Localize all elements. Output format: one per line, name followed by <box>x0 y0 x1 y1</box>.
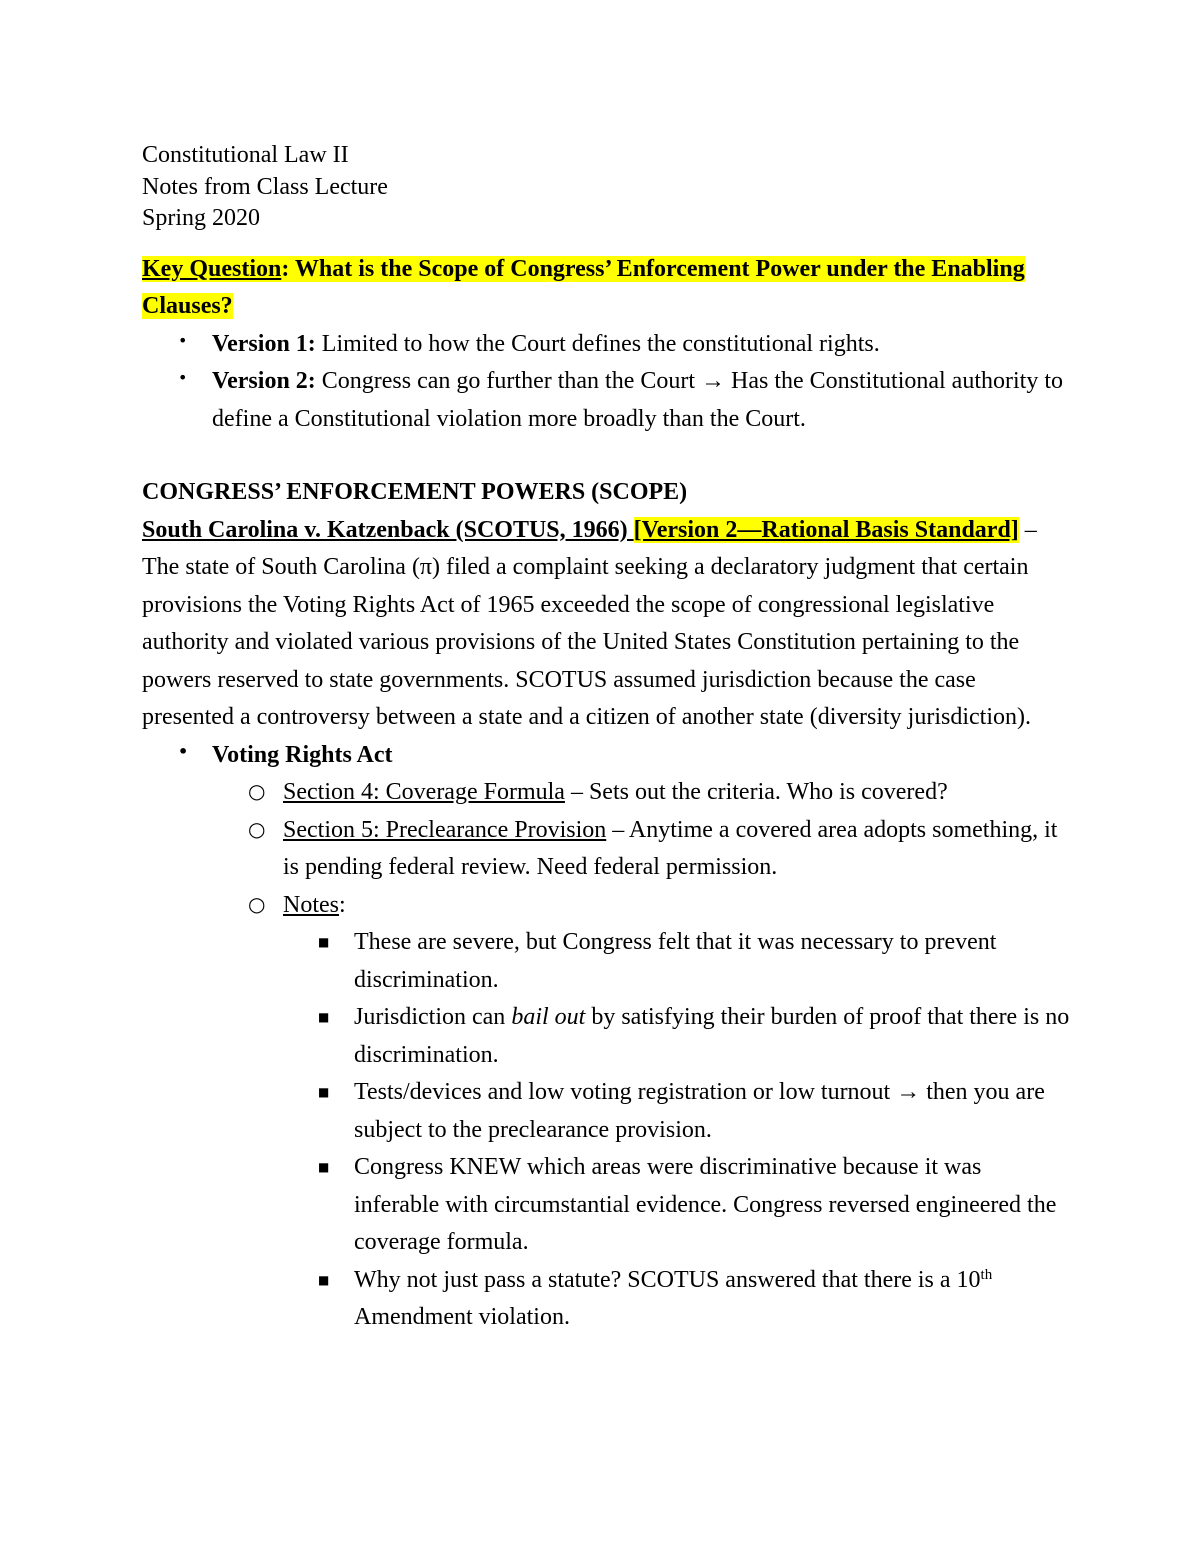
case-tag: [Version 2—Rational Basis Standard] <box>633 516 1019 543</box>
list-item: ■ Why not just pass a statute? SCOTUS answered that there is a 10th Amendment violation. <box>142 1262 1072 1337</box>
list-item: ■ These are severe, but Congress felt that it was necessary to prevent discrimination. <box>142 924 1072 999</box>
list-item: • Version 1: Limited to how the Court defines the constitutional rights. <box>142 326 1072 364</box>
square-bullet-icon: ■ <box>318 1272 330 1287</box>
list-item: ○ Section 4: Coverage Formula – Sets out the criteria. Who is covered? <box>142 774 1072 812</box>
square-bullet-icon: ■ <box>318 935 330 949</box>
term-label: Spring 2020 <box>142 205 261 231</box>
list-item: ○ Notes: <box>142 887 1072 925</box>
bullet-icon: • <box>178 741 189 761</box>
vra-list <box>142 737 1072 1337</box>
circle-bullet-icon: ○ <box>248 779 266 803</box>
bullet-icon: • <box>178 330 188 350</box>
case-summary: – The state of South Carolina (π) filed a complaint seeking a declaratory judgment that certain provisions the Voting Rights Act of 1965 exceeded the scope of congressional legislative authority and violated various provisions of the United States Constitution pertaining to the powers reserved to state governments. SCOTUS assumed jurisdiction because the case presented a controversy between a state and a citizen of another state (diversity jurisdiction). <box>142 516 1037 730</box>
list-item: ■ Tests/devices and low voting registration or low turnout → then you are subject to the preclearance provision. <box>142 1074 1072 1149</box>
course-title: Constitutional Law II <box>142 142 349 168</box>
key-question: Key Question: What is the Scope of Congress’ Enforcement Power under the Enabling Clauses? <box>142 255 1025 319</box>
list-item: ○ Section 5: Preclearance Provision – Anytime a covered area adopts something, it is pending federal review. Need federal permission. <box>142 812 1072 887</box>
list-item: ■ Jurisdiction can bail out by satisfying their burden of proof that there is no discrimination. <box>142 999 1072 1074</box>
bullet-icon: • <box>178 368 188 387</box>
list-item: • Voting Rights Act <box>142 737 1072 775</box>
key-question-label: Key Question <box>142 255 282 282</box>
versions-list <box>142 326 1072 439</box>
square-bullet-icon: ■ <box>318 1160 330 1174</box>
case-name: South Carolina v. Katzenback (SCOTUS, 1966) <box>142 516 634 543</box>
key-question-text: What is the Scope of Congress’ Enforcement Power under the Enabling Clauses? <box>142 255 1025 319</box>
list-item: ■ Congress KNEW which areas were discriminative because it was inferable with circumstantial evidence. Congress reversed engineered the coverage formula. <box>142 1149 1072 1262</box>
notes-subtitle: Notes from Class Lecture <box>142 173 388 200</box>
case-paragraph <box>142 512 1072 737</box>
section-heading: CONGRESS’ ENFORCEMENT POWERS (SCOPE) <box>142 479 688 505</box>
document-page <box>142 140 1072 1337</box>
square-bullet-icon: ■ <box>318 1010 330 1024</box>
square-bullet-icon: ■ <box>318 1085 330 1099</box>
circle-bullet-icon: ○ <box>248 891 266 916</box>
circle-bullet-icon: ○ <box>248 816 266 841</box>
list-item: • Version 2: Congress can go further than the Court → Has the Constitutional authority to define a Constitutional violation more broadly than the Court. <box>142 363 1072 438</box>
